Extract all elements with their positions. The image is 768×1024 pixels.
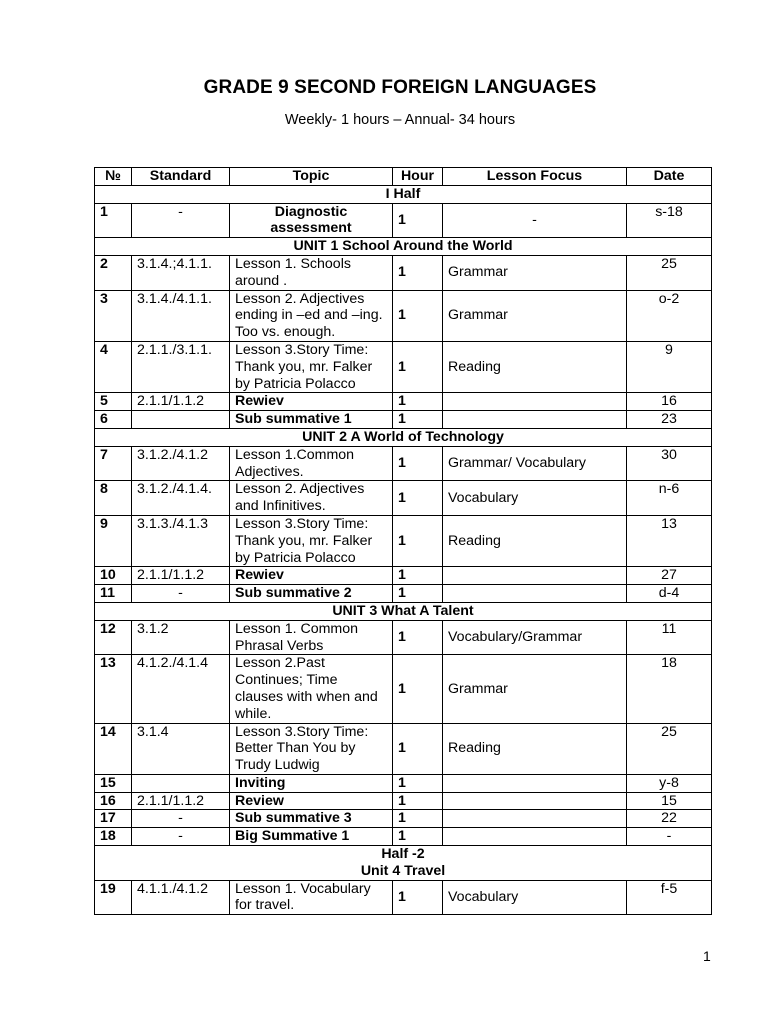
cell-standard: 2.1.1/1.1.2: [132, 393, 230, 411]
cell-lesson-focus: [443, 567, 627, 585]
cell-topic: Rewiev: [230, 393, 393, 411]
table-row: [95, 290, 712, 341]
cell-date: 22: [627, 810, 712, 828]
cell-topic: Lesson 3.Story Time: Thank you, mr. Falker by Patricia Polacco: [230, 515, 393, 566]
table-row: [95, 446, 712, 481]
cell-lesson-focus: -: [443, 203, 627, 238]
header-topic: Topic: [230, 168, 393, 186]
cell-number: 6: [95, 411, 132, 429]
section-title: [95, 846, 712, 881]
cell-hour: 1: [393, 792, 443, 810]
cell-hour: 1: [393, 515, 443, 566]
table-row: [95, 620, 712, 655]
cell-standard: -: [132, 810, 230, 828]
cell-lesson-focus: [443, 774, 627, 792]
cell-topic: Lesson 1. Vocabulary for travel.: [230, 880, 393, 915]
cell-topic: Lesson 3.Story Time: Better Than You by Trudy Ludwig: [230, 723, 393, 774]
cell-number: 3: [95, 290, 132, 341]
cell-lesson-focus: [443, 411, 627, 429]
page-number: 1: [703, 948, 711, 964]
cell-lesson-focus: [443, 810, 627, 828]
cell-number: 17: [95, 810, 132, 828]
table-body: [95, 185, 712, 914]
table-row: [95, 792, 712, 810]
cell-topic: Lesson 2.Past Continues; Time clauses with when and while.: [230, 655, 393, 723]
cell-number: 12: [95, 620, 132, 655]
cell-topic: Inviting: [230, 774, 393, 792]
cell-number: 11: [95, 585, 132, 603]
cell-number: 16: [95, 792, 132, 810]
cell-topic: Sub summative 1: [230, 411, 393, 429]
table-header-row: [95, 168, 712, 186]
table-row: [95, 203, 712, 238]
cell-hour: 1: [393, 620, 443, 655]
cell-number: 5: [95, 393, 132, 411]
cell-lesson-focus: Grammar: [443, 255, 627, 290]
cell-lesson-focus: Vocabulary: [443, 481, 627, 516]
table-row: [95, 393, 712, 411]
cell-hour: 1: [393, 723, 443, 774]
cell-standard: -: [132, 203, 230, 238]
cell-date: y-8: [627, 774, 712, 792]
cell-date: 11: [627, 620, 712, 655]
cell-lesson-focus: [443, 393, 627, 411]
cell-date: s-18: [627, 203, 712, 238]
cell-number: 8: [95, 481, 132, 516]
section-title: [95, 238, 712, 256]
cell-standard: [132, 411, 230, 429]
cell-topic: Lesson 1.Common Adjectives.: [230, 446, 393, 481]
cell-standard: 2.1.1/1.1.2: [132, 792, 230, 810]
cell-hour: 1: [393, 393, 443, 411]
cell-lesson-focus: Reading: [443, 341, 627, 392]
cell-standard: 3.1.2./4.1.4.: [132, 481, 230, 516]
table-row: [95, 880, 712, 915]
cell-date: 30: [627, 446, 712, 481]
lesson-plan-table: [94, 167, 712, 915]
cell-hour: 1: [393, 567, 443, 585]
cell-standard: 2.1.1/1.1.2: [132, 567, 230, 585]
cell-lesson-focus: Grammar: [443, 290, 627, 341]
cell-topic: Lesson 1. Schools around .: [230, 255, 393, 290]
header-date: Date: [627, 168, 712, 186]
cell-number: 1: [95, 203, 132, 238]
cell-date: f-5: [627, 880, 712, 915]
cell-number: 4: [95, 341, 132, 392]
cell-topic: Lesson 3.Story Time: Thank you, mr. Falker by Patricia Polacco: [230, 341, 393, 392]
cell-date: 25: [627, 723, 712, 774]
cell-date: 25: [627, 255, 712, 290]
cell-lesson-focus: Vocabulary/Grammar: [443, 620, 627, 655]
section-title: [95, 602, 712, 620]
cell-hour: 1: [393, 774, 443, 792]
cell-number: 18: [95, 828, 132, 846]
cell-number: 7: [95, 446, 132, 481]
cell-standard: 3.1.4: [132, 723, 230, 774]
cell-standard: -: [132, 585, 230, 603]
cell-standard: 3.1.2: [132, 620, 230, 655]
cell-hour: 1: [393, 341, 443, 392]
header-hour: Hour: [393, 168, 443, 186]
cell-date: 9: [627, 341, 712, 392]
section-row: [95, 602, 712, 620]
cell-lesson-focus: Reading: [443, 723, 627, 774]
table-row: [95, 774, 712, 792]
table-row: [95, 567, 712, 585]
cell-standard: 3.1.4./4.1.1.: [132, 290, 230, 341]
cell-date: 18: [627, 655, 712, 723]
cell-date: 16: [627, 393, 712, 411]
cell-topic: Review: [230, 792, 393, 810]
cell-number: 19: [95, 880, 132, 915]
section-row: [95, 185, 712, 203]
cell-topic: Diagnostic assessment: [230, 203, 393, 238]
table-row: [95, 411, 712, 429]
cell-hour: 1: [393, 290, 443, 341]
cell-lesson-focus: Vocabulary: [443, 880, 627, 915]
cell-date: d-4: [627, 585, 712, 603]
cell-hour: 1: [393, 203, 443, 238]
header-lesson-focus: Lesson Focus: [443, 168, 627, 186]
cell-hour: 1: [393, 585, 443, 603]
cell-topic: Lesson 2. Adjectives ending in –ed and –ing. Too vs. enough.: [230, 290, 393, 341]
cell-standard: 3.1.4.;4.1.1.: [132, 255, 230, 290]
cell-standard: 3.1.3./4.1.3: [132, 515, 230, 566]
cell-hour: 1: [393, 828, 443, 846]
section-label: Half -2: [381, 846, 425, 863]
cell-date: 27: [627, 567, 712, 585]
cell-date: -: [627, 828, 712, 846]
table-row: [95, 655, 712, 723]
section-sublabel: Unit 4 Travel: [360, 862, 446, 879]
cell-topic: Sub summative 3: [230, 810, 393, 828]
cell-hour: 1: [393, 255, 443, 290]
page-subtitle: Weekly- 1 hours – Annual- 34 hours: [284, 112, 516, 128]
cell-topic: Big Summative 1: [230, 828, 393, 846]
table-row: [95, 515, 712, 566]
section-row: [95, 428, 712, 446]
table-row: [95, 585, 712, 603]
section-label: I Half: [385, 185, 421, 202]
cell-hour: 1: [393, 411, 443, 429]
table-row: [95, 723, 712, 774]
table-row: [95, 481, 712, 516]
cell-date: o-2: [627, 290, 712, 341]
cell-standard: -: [132, 828, 230, 846]
cell-standard: [132, 774, 230, 792]
header-number: №: [95, 168, 132, 186]
section-title: [95, 185, 712, 203]
cell-lesson-focus: Grammar: [443, 655, 627, 723]
cell-hour: 1: [393, 880, 443, 915]
section-row: [95, 238, 712, 256]
cell-lesson-focus: Grammar/ Vocabulary: [443, 446, 627, 481]
cell-topic: Lesson 1. Common Phrasal Verbs: [230, 620, 393, 655]
cell-hour: 1: [393, 481, 443, 516]
cell-date: 15: [627, 792, 712, 810]
cell-lesson-focus: Reading: [443, 515, 627, 566]
cell-hour: 1: [393, 446, 443, 481]
table-row: [95, 828, 712, 846]
cell-number: 15: [95, 774, 132, 792]
cell-lesson-focus: [443, 585, 627, 603]
section-label: UNIT 2 A World of Technology: [302, 428, 504, 445]
cell-topic: Lesson 2. Adjectives and Infinitives.: [230, 481, 393, 516]
cell-number: 13: [95, 655, 132, 723]
header-standard: Standard: [132, 168, 230, 186]
cell-topic: Sub summative 2: [230, 585, 393, 603]
cell-date: 13: [627, 515, 712, 566]
cell-lesson-focus: [443, 828, 627, 846]
table-row: [95, 341, 712, 392]
table-row: [95, 255, 712, 290]
section-label: UNIT 1 School Around the World: [293, 238, 513, 255]
cell-number: 2: [95, 255, 132, 290]
cell-hour: 1: [393, 810, 443, 828]
cell-hour: 1: [393, 655, 443, 723]
section-row: [95, 846, 712, 881]
cell-lesson-focus: [443, 792, 627, 810]
cell-number: 14: [95, 723, 132, 774]
table-row: [95, 810, 712, 828]
cell-number: 10: [95, 567, 132, 585]
section-label: UNIT 3 What A Talent: [332, 602, 474, 619]
cell-number: 9: [95, 515, 132, 566]
cell-standard: 4.1.2./4.1.4: [132, 655, 230, 723]
cell-standard: 4.1.1./4.1.2: [132, 880, 230, 915]
page-title: GRADE 9 SECOND FOREIGN LANGUAGES: [203, 77, 597, 98]
cell-standard: 3.1.2./4.1.2: [132, 446, 230, 481]
cell-topic: Rewiev: [230, 567, 393, 585]
cell-date: 23: [627, 411, 712, 429]
section-title: [95, 428, 712, 446]
cell-date: n-6: [627, 481, 712, 516]
cell-standard: 2.1.1./3.1.1.: [132, 341, 230, 392]
